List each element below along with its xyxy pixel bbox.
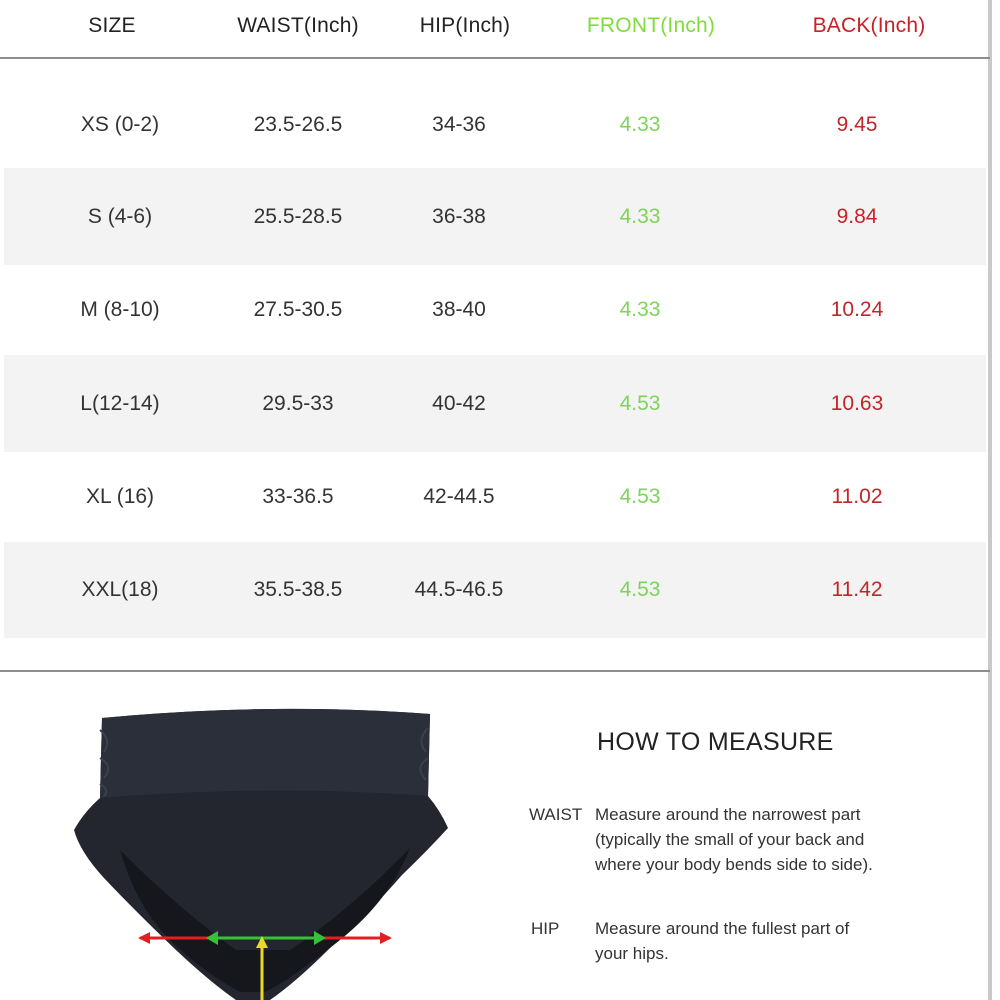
hip-cell: 44.5-46.5 (414, 578, 504, 601)
back-cell: 9.84 (836, 204, 878, 228)
waist-cell: 35.5-38.5 (253, 578, 343, 601)
section-divider (0, 670, 990, 672)
size-cell: XXL(18) (81, 578, 159, 601)
front-cell: 4.53 (619, 485, 661, 508)
waist-cell: 29.5-33 (262, 391, 334, 415)
how-to-measure-title: HOW TO MEASURE (597, 728, 834, 756)
waist-cell: 23.5-26.5 (253, 113, 343, 136)
front-cell: 4.53 (619, 391, 661, 415)
size-cell: XS (0-2) (80, 113, 160, 136)
waist-cell: 33-36.5 (262, 485, 334, 508)
table-row (4, 265, 986, 355)
waist-cell: 27.5-30.5 (253, 298, 343, 321)
back-cell: 10.63 (830, 391, 884, 415)
waist-description-line: (typically the small of your back and (595, 830, 865, 849)
waist-term: WAIST (529, 805, 583, 824)
table-row (4, 355, 986, 452)
waist-description-line: Measure around the narrowest part (595, 805, 861, 824)
page-right-border (988, 0, 992, 1000)
table-row (4, 452, 986, 542)
column-header-front: FRONT(Inch) (586, 14, 716, 37)
hip-description (595, 916, 849, 966)
header-divider (0, 57, 990, 59)
back-cell: 11.02 (831, 485, 883, 508)
column-header-hip: HIP(Inch) (419, 14, 511, 37)
front-cell: 4.53 (619, 578, 661, 601)
hip-arrow-left-icon (138, 932, 150, 944)
hip-cell: 42-44.5 (423, 485, 495, 508)
hip-cell: 40-42 (432, 391, 486, 415)
hip-cell: 38-40 (432, 298, 486, 321)
waist-cell: 25.5-28.5 (253, 204, 343, 228)
column-header-back: BACK(Inch) (812, 14, 926, 37)
back-cell: 10.24 (830, 298, 884, 321)
column-header-waist: WAIST(Inch) (237, 14, 359, 37)
size-cell: M (8-10) (80, 298, 160, 321)
back-cell: 11.42 (831, 578, 883, 601)
size-cell: L(12-14) (80, 391, 160, 415)
bikini-bottom-illustration (60, 700, 480, 1000)
size-cell: S (4-6) (87, 204, 153, 228)
table-row (4, 82, 986, 168)
back-cell: 9.45 (836, 113, 878, 136)
hip-description-line: Measure around the fullest part of (595, 919, 850, 938)
hip-cell: 36-38 (432, 204, 486, 228)
front-cell: 4.33 (619, 298, 661, 321)
waist-description-line: where your body bends side to side). (595, 855, 873, 874)
size-table-header (0, 0, 990, 58)
hip-arrow-right-icon (380, 932, 392, 944)
front-cell: 4.33 (619, 113, 661, 136)
column-header-size: SIZE (88, 14, 136, 37)
hip-term: HIP (531, 919, 560, 938)
hip-cell: 34-36 (432, 113, 486, 136)
waist-description (595, 802, 873, 877)
front-cell: 4.33 (619, 204, 661, 228)
table-row (4, 168, 986, 265)
table-row (4, 542, 986, 638)
hip-description-line: your hips. (595, 944, 669, 963)
size-cell: XL (16) (85, 485, 155, 508)
waistband-fold (100, 709, 430, 798)
